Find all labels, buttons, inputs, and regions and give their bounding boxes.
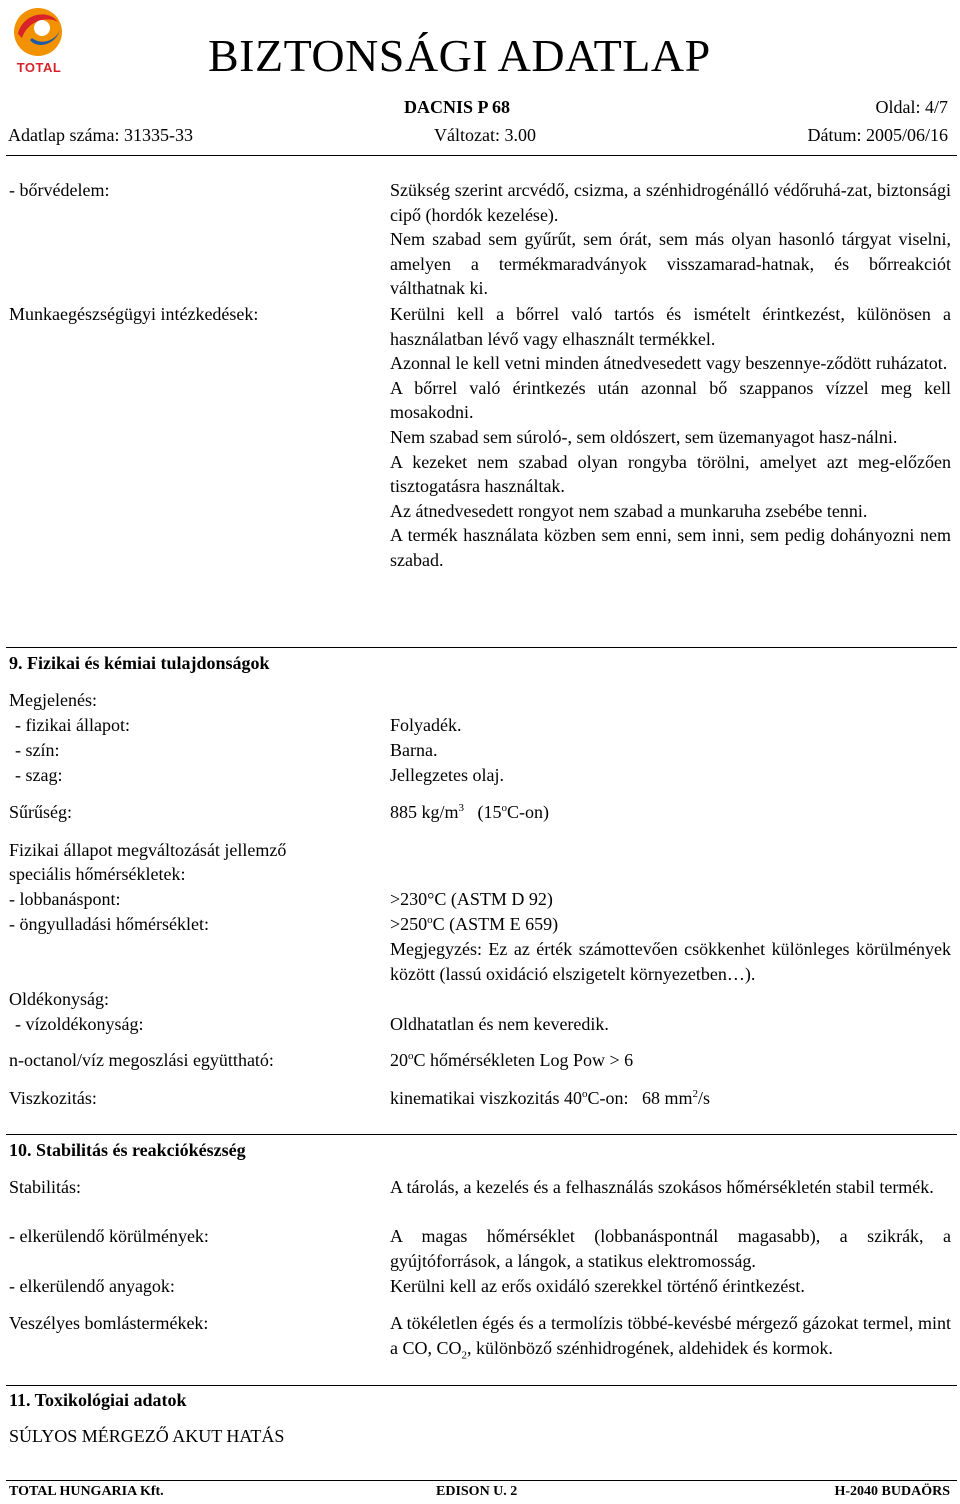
density-temp-a: (15: [477, 802, 502, 822]
autoignition-note: Megjegyzés: Ez az érték számottevően csökkenhet különleges körülmények között (lassú oxidáció elszigetelt környezetben…).: [390, 939, 951, 984]
section-9-title: 9. Fizikai és kémiai tulajdonságok: [9, 653, 270, 673]
viscosity-text: kinematikai viszkozitás 40: [390, 1088, 582, 1108]
avoid-materials-value: Kerülni kell az erős oxidáló szerekkel történő érintkezést.: [390, 1276, 805, 1296]
skin-protection-text: [390, 178, 951, 301]
footer-city: H-2040 BUDAÖRS: [834, 1484, 950, 1499]
date: Dátum: 2005/06/16: [807, 125, 948, 145]
stability-value: A tárolás, a kezelés és a felhasználás szokásos hőmérsékletén stabil termék.: [390, 1177, 934, 1197]
color-label: - szín:: [15, 740, 60, 760]
version: Változat: 3.00: [434, 125, 536, 145]
hygiene-line-5: A kezeket nem szabad olyan rongyba törölni, amelyet azt meg-előzően tisztogatásra használtak.: [390, 451, 951, 497]
skin-line-2: Nem szabad sem gyűrűt, sem órát, sem más olyan hasonló tárgyat viselni, amelyen a termékmaradványok visszamarad-hatnak, és bőrreakciót válthatnak ki.: [390, 229, 951, 299]
density-unit-sup: 3: [458, 802, 465, 814]
avoid-conditions-label: - elkerülendő körülmények:: [9, 1226, 209, 1246]
state-value: Folyadék.: [390, 715, 462, 735]
footer-divider: [6, 1480, 957, 1481]
viscosity-value: [390, 1086, 951, 1111]
odor-value: Jellegzetes olaj.: [390, 765, 504, 785]
sheet-number: Adatlap száma: 31335-33: [8, 125, 193, 145]
density-value: [390, 800, 951, 825]
section-10-title: 10. Stabilitás és reakciókészség: [9, 1140, 246, 1160]
section-9-divider: [6, 647, 957, 648]
viscosity-degree: o: [581, 1088, 588, 1100]
document-title: BIZTONSÁGI ADATLAP: [208, 30, 711, 81]
hygiene-line-4: Nem szabad sem súroló-, sem oldószert, sem üzemanyagot hasz-nálni.: [390, 426, 898, 447]
product-name: DACNIS P 68: [404, 97, 511, 117]
flash-point-label: - lobbanáspont:: [9, 889, 121, 909]
autoignition-label: - öngyulladási hőmérséklet:: [9, 914, 209, 934]
decomp-text-a: A tökéletlen égés és a termolízis többé-kevésbé mérgező gázokat termel, mint a CO, CO: [390, 1313, 951, 1358]
skin-protection-label: - bőrvédelem:: [9, 180, 110, 200]
autoign-number: >250: [390, 914, 428, 934]
avoid-materials-label: - elkerülendő anyagok:: [9, 1276, 175, 1296]
avoid-conditions-value: A magas hőmérséklet (lobbanáspontnál magasabb), a szikrák, a gyújtóforrások, a lángok, a statikus elektromosság.: [390, 1226, 951, 1271]
header-divider: [6, 155, 957, 156]
total-logo-icon: [8, 4, 70, 64]
partition-value: [390, 1048, 951, 1073]
hygiene-line-7: A termék használata közben sem enni, sem inni, sem pedig dohányozni nem szabad.: [390, 525, 951, 570]
density-degree: o: [501, 802, 508, 814]
state-label: - fizikai állapot:: [15, 715, 130, 735]
density-number: 885 kg/m: [390, 802, 459, 822]
autoignition-value: [390, 912, 951, 937]
stability-label: Stabilitás:: [9, 1177, 81, 1197]
hygiene-label: Munkaegészségügyi intézkedések:: [9, 304, 259, 324]
viscosity-number: C-on: 68 mm: [587, 1088, 693, 1108]
partition-degree: o: [408, 1050, 414, 1062]
hygiene-text: [390, 302, 951, 573]
water-solubility-value: Oldhatatlan és nem keveredik.: [390, 1014, 609, 1034]
phase-label-1: Fizikai állapot megváltozását jellemző: [9, 840, 287, 860]
water-solubility-label: - vízoldékonyság:: [15, 1014, 144, 1034]
flash-point-value: >230°C (ASTM D 92): [390, 889, 553, 909]
autoign-method: C (ASTM E 659): [432, 914, 559, 934]
section-11-title: 11. Toxikológiai adatok: [9, 1390, 187, 1410]
partition-temp: 20: [390, 1050, 408, 1070]
logo-text: TOTAL: [16, 60, 62, 75]
appearance-label: Megjelenés:: [9, 690, 97, 710]
viscosity-label: Viszkozitás:: [9, 1088, 97, 1108]
footer-street: EDISON U. 2: [436, 1484, 518, 1499]
decomposition-label: Veszélyes bomlástermékek:: [9, 1313, 209, 1333]
section-11-subtitle: SÚLYOS MÉRGEZŐ AKUT HATÁS: [9, 1426, 285, 1446]
viscosity-unit-sup: 2: [692, 1088, 698, 1100]
partition-text: C hőmérsékleten Log Pow > 6: [413, 1050, 634, 1070]
solubility-label: Oldékonyság:: [9, 989, 109, 1009]
section-11-divider: [6, 1385, 957, 1386]
page-number: Oldal: 4/7: [875, 97, 948, 117]
hygiene-line-1: Kerülni kell a bőrrel való tartós és ismételt érintkezést, különösen a használatban lévő vagy elhasznált termékkel.: [390, 304, 951, 349]
decomposition-value: [390, 1311, 951, 1360]
odor-label: - szag:: [15, 765, 63, 785]
hygiene-line-3: A bőrrel való érintkezés után azonnal bő szappanos vízzel meg kell mosakodni.: [390, 377, 951, 423]
phase-label-2: speciális hőmérsékletek:: [9, 864, 186, 884]
color-value: Barna.: [390, 740, 438, 760]
skin-line-1: Szükség szerint arcvédő, csizma, a szénhidrogénálló védőruhá-zat, biztonsági cipő (hordók kezelése).: [390, 180, 951, 225]
hygiene-line-2: Azonnal le kell vetni minden átnedvesedett vagy beszennye-ződött ruházatot.: [390, 353, 948, 374]
hygiene-line-6: Az átnedvesedett rongyot nem szabad a munkaruha zsebébe tenni.: [390, 500, 868, 521]
viscosity-unit: /s: [697, 1088, 710, 1108]
section-10-divider: [6, 1134, 957, 1135]
decomp-text-b: , különböző szénhidrogének, aldehidek és kormok.: [467, 1337, 833, 1358]
partition-label: n-octanol/víz megoszlási együttható:: [9, 1050, 274, 1070]
density-temp-b: C-on): [507, 802, 550, 822]
decomp-sub: 2: [461, 1349, 467, 1362]
autoign-degree: o: [427, 914, 433, 926]
footer-company: TOTAL HUNGARIA Kft.: [9, 1484, 164, 1499]
density-label: Sűrűség:: [9, 802, 72, 822]
